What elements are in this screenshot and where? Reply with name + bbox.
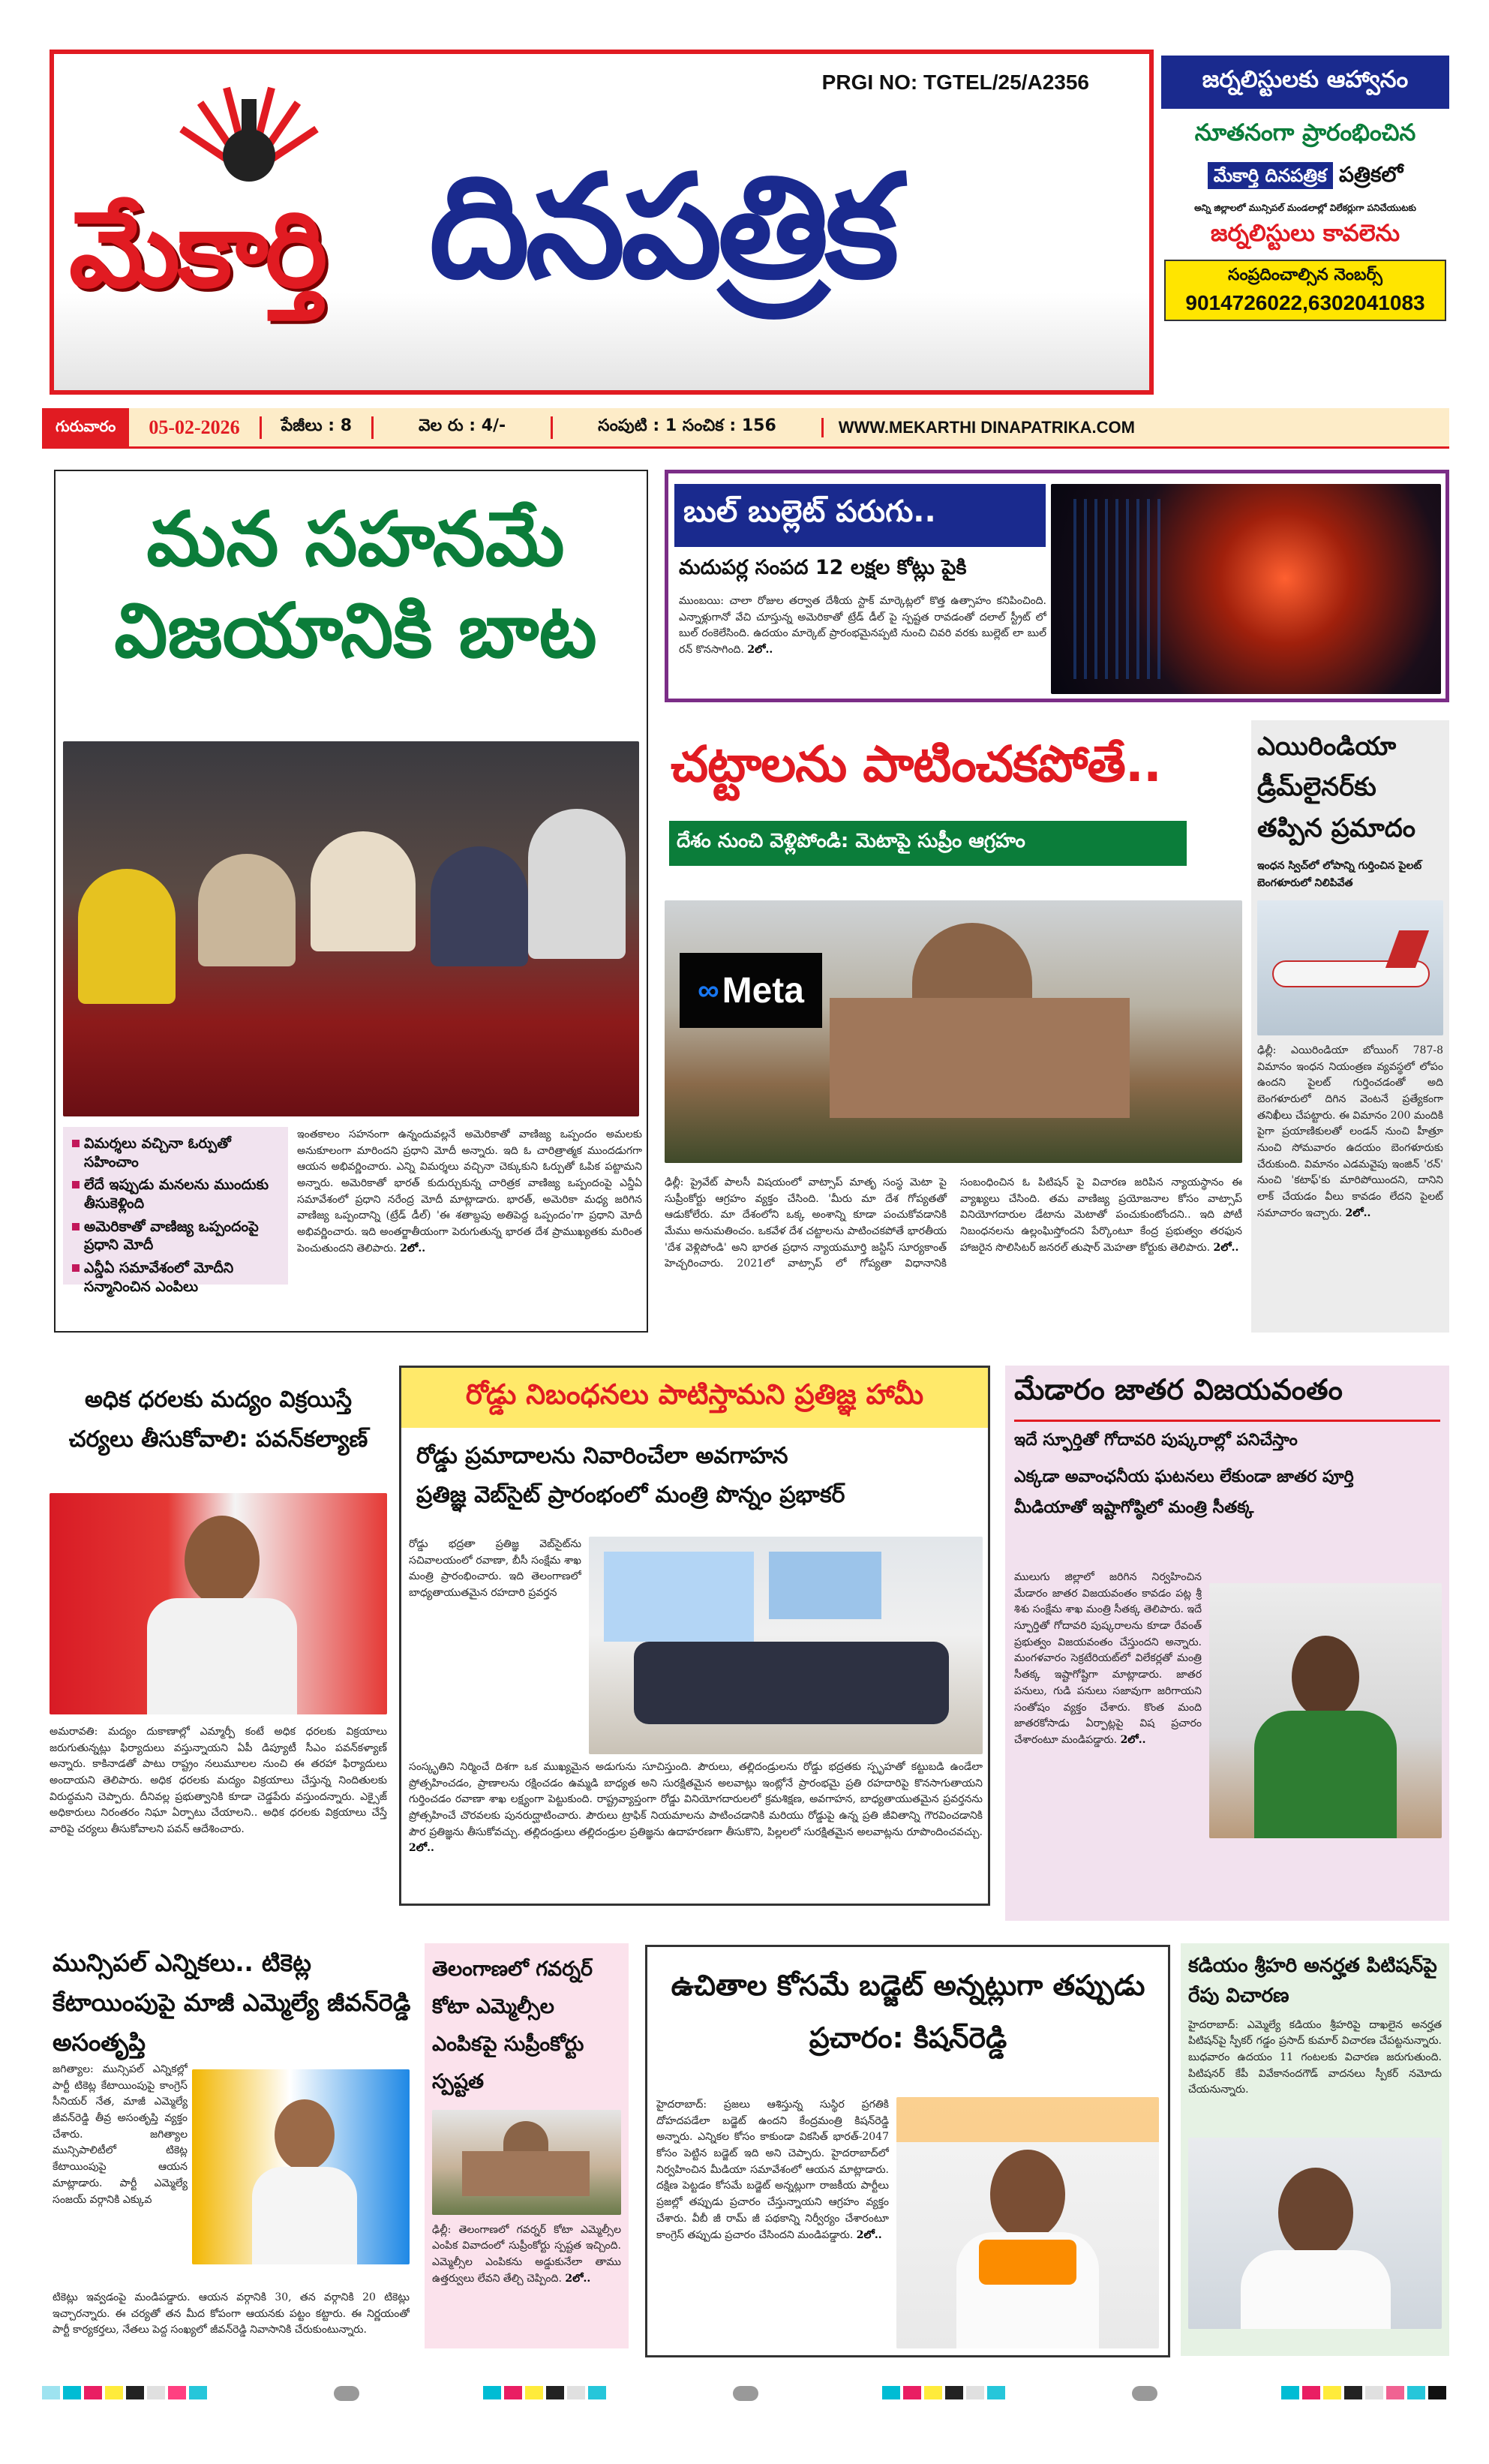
air-subhead: ఇంధన స్విచ్‌లో లోపాన్ని గుర్తించిన పైలట్ బెంగళూరులో నిలిపివేత bbox=[1257, 860, 1422, 889]
air-photo-plane bbox=[1257, 900, 1443, 1035]
road-photo-launch bbox=[589, 1537, 983, 1754]
lead-body: ఇంతకాలం సహనంగా ఉన్నందువల్లనే అమెరికాతో వాణిజ్య ఒప్పందం అమలకు అనుకూలంగా మారిందని ప్రధాని మోదీ అన్నారు. ఇది ఓ చారిత్రాత్మక ముందడుగగా ఆయన అభివర్ణించారు. ఎన్ని విమర్శలు వచ్చినా చెక్కుకుని ఓర్పుతో ఓపిక పట్టామని అన్నారు. అమెరికాతో భారత్ కుదుర్చుకున్న చారిత్రక వాణిజ్య ఒప్పందంపై ఎన్డీఏ సమావేశంలో ప్రధాని నరేంద్ర మోదీ మాట్లాడారు. భారత్, అమెరికా మధ్య జరిగిన వాణిజ్య ఒప్పందాన్ని (ట్రేడ్ డీల్) 'ఈ శతాబ్దపు అతిపెద్ద ఒప్పందం'గా ప్రధాని మోదీ అభివర్ణించారు. ఇది అంతర్జాతీయంగా పెరుగుతున్న భారత దేశ ప్రాముఖ్యతకు మరింత పెంచుతుందని తెలిపారు. 2లో.. bbox=[297, 1128, 642, 1255]
dateline-pages: పేజీలు : 8 bbox=[260, 416, 371, 439]
ad-contact-label: సంప్రదించాల్సిన నెంబర్స్ bbox=[1228, 266, 1382, 284]
meta-continued[interactable]: 2లో.. bbox=[1213, 1241, 1239, 1254]
kadiyam-photo bbox=[1188, 2138, 1442, 2329]
meta-subhead: దేశం నుంచి వెళ్లిపోండి: మెటాపై సుప్రీం ఆగ్రహం bbox=[669, 821, 1187, 866]
governor-headline: తెలంగాణలో గవర్నర్ కోటా ఎమ్మెల్సీల ఎంపికపై సుప్రీంకోర్టు స్పష్టత bbox=[432, 1958, 593, 2093]
air-body: ఢిల్లీ: ఎయిరిండియా బోయింగ్ 787-8 విమానం ఇంధన నియంత్రణ వ్యవస్థలో లోపం ఉందని పైలట్ గుర్తించడంతో అది బెంగళూరులో దిగిన వెంటనే ప్రత్యేకంగా తనిఖీలు చేపట్టారు. ఈ విమానం 200 మందికి పైగా ప్రయాణికులతో లండన్ నుంచి హీత్రూ నుంచి సోమవారం ఉదయం బెంగళూరుకు చేరుకుంది. విమానం ఎడమవైపు ఇంజిన్ 'రన్' నుంచి 'కటాఫ్'కు మారిపోయిందని, దానిని లాక్ చేయడం వీలు కావడం లేదని పైలట్ సమాచారం ఇచ్చారు. 2లో.. bbox=[1257, 1044, 1443, 1219]
color-bar bbox=[882, 2386, 1008, 2404]
lead-highlight: అమెరికాతో వాణిజ్య ఒప్పందంపై ప్రధాని మోదీ bbox=[72, 1218, 279, 1255]
municipal-headline: మున్సిపల్ ఎన్నికలు.. టికెట్ల కేటాయింపుపై మాజీ ఎమ్మెల్యే జీవన్‌రెడ్డి అసంతృప్తి bbox=[53, 1949, 411, 2057]
masthead bbox=[50, 50, 1154, 395]
dateline-website: WWW.MEKARTHI DINAPATRIKA.COM bbox=[821, 418, 1150, 437]
kadiyam-headline: కడియం శ్రీహరి అనర్హత పిటిషన్‌పై రేపు విచారణ bbox=[1188, 1955, 1437, 2008]
medaram-continued[interactable]: 2లో.. bbox=[1120, 1733, 1146, 1746]
ad-phones: 9014726022,6302041083 bbox=[1185, 291, 1425, 314]
crop-mark bbox=[334, 2386, 359, 2401]
kadiyam-body: హైదరాబాద్: ఎమ్మెల్యే కడియం శ్రీహరిపై దాఖలైన అనర్హత పిటిషన్‌పై స్పీకర్ గడ్డం ప్రసాద్ కుమార్ విచారణ చేపట్టనున్నారు. బుధవారం ఉదయం 11 గంటలకు విచారణ జరుగుతుంది. పిటిషనర్ కేపీ వివేకానందగౌడ్ వాదనలు స్పీకర్ నమోదు చేయనున్నారు. bbox=[1188, 2018, 1442, 2096]
ad-line4: జర్నలిస్టులు కావలెను bbox=[1210, 220, 1400, 247]
dateline-volume: సంపుటి : 1 సంచిక : 156 bbox=[551, 416, 821, 439]
budget-body: హైదరాబాద్: ప్రజలు ఆశిస్తున్న సుస్థిర ప్రగతికి దోహదపడేలా బడ్జెట్ ఉందని కేంద్రమంత్రి కిషన్‌రెడ్డి అన్నారు. ఎన్నికల కోసం కాకుండా వికసిత్ భారత్-2047 కోసం పెట్టిన బడ్జెట్ ఇది అని చెప్పారు. హైదరాబాద్‌లో నిర్వహించిన మీడియా సమావేశంలో ఆయన మాట్లాడారు. దక్షిణ పెట్టడం కోసమే బడ్జెట్ అన్నట్లుగా రాజకీయ పార్టీలు ప్రజల్లో తప్పుడు ప్రచారం చేస్తున్నాయని ఆగ్రహం వ్యక్తం చేశారు. వీబీ జీ రామ్ జీ పథకాన్ని నిర్వీర్యం చేశారంటూ కాంగ్రెస్ తప్పుడు ప్రచారం చేసిందని మండిపడ్డారు. 2లో.. bbox=[656, 2099, 889, 2241]
bull-subhead: మదుపర్ల సంపద 12 లక్షల కోట్లు పైకి bbox=[679, 556, 967, 579]
meta-infinity-icon: ∞ bbox=[698, 973, 719, 1007]
medaram-subhead3: మీడియాతో ఇష్టాగోష్ఠిలో మంత్రి సీతక్క bbox=[1014, 1498, 1254, 1517]
ad-line2: పత్రికలో bbox=[1339, 162, 1403, 187]
lead-highlight: ఎన్డీఏ సమావేశంలో మోదీని సన్మానించిన ఎంపిలు bbox=[72, 1259, 279, 1296]
bull-photo bbox=[1051, 484, 1441, 694]
road-subhead2: ప్రతిజ్ఞ వెబ్‌సైట్ ప్రారంభంలో మంత్రి పొన్నం ప్రభాకర్ bbox=[416, 1482, 845, 1508]
road-subhead1: రోడ్డు ప్రమాదాలను నివారించేలా అవగాహన bbox=[416, 1443, 788, 1469]
bull-continued[interactable]: 2లో.. bbox=[747, 644, 773, 657]
municipal-body-bottom: టికెట్లు ఇవ్వడంపై మండిపడ్డారు. ఆయన వర్గానికి 30, తన వర్గానికి 20 టికెట్లు ఇచ్చారన్నారు. ఈ చర్యతో తన మీద కోపంగా ఆయనకు పట్టం కట్టారు. ఈ నిర్ణయంతో పార్టీ కార్యకర్తలు, నేతలు పెద్ద సంఖ్యలో జీవన్‌రెడ్డి నివాసానికి చేరుకుంటున్నారు. bbox=[53, 2291, 410, 2336]
meta-body: ఢిల్లీ: ప్రైవేట్ పాలసీ విషయంలో వాట్సాప్ మాతృ సంస్థ మెటా పై సుప్రీంకోర్టు ఆగ్రహం వ్యక్తం చేసింది. 'మీరు మా దేశ గోప్యతతో ఆడుకోలేరు. మా దేశంలోని ఒక్క అంశాన్ని కూడా పంచుకోవడానికి మేము అనుమతించం. ఒకవేళ దేశ చట్టాలను పాటించకపోతే భారతీయ 'దేశ వెళ్లిపోండి' అని భారత ప్రధాన న్యాయమూర్తి జస్టిస్ సూర్యకాంత్ హెచ్చరించారు. 2021లో వాట్సాప్ లో గోప్యతా విధానానికి సంబంధించిన ఓ పిటిషన్ పై విచారణ జరిపిన న్యాయస్థానం ఈ వ్యాఖ్యలు చేసింది. తమ వాణిజ్య ప్రయోజనాల కోసం వాట్సాప్ వినియోగదారుల డేటాను మెటాతో పంచుకుంటోందని.. ఇది పోటీ నిబంధనలను ఉల్లంఘిస్తోందని పేర్కొంటూ కేంద్ర ప్రభుత్వం తరఫున హాజరైన సొలిసిటర్ జనరల్ తుషార్ మెహతా కోర్టుకు తెలిపారు. 2లో.. bbox=[665, 1176, 1242, 1270]
color-bar bbox=[42, 2386, 210, 2404]
medaram-subhead1: ఇదే స్ఫూర్తితో గోదావరి పుష్కరాల్లో పనిచేస్తాం bbox=[1014, 1431, 1298, 1450]
color-bar bbox=[483, 2386, 609, 2404]
road-body-left: రోడ్డు భద్రతా ప్రతిజ్ఞ వెబ్‌సైట్‌ను సచివాలయంలో రవాణా, బీసీ సంక్షేమ శాఖ మంత్రి ప్రారంభించారు. ఇది తెలంగాణలో బాధ్యతాయుతమైన రహదారి ప్రవర్తన bbox=[409, 1538, 581, 1600]
road-headline: రోడ్డు నిబంధనలు పాటిస్తామని ప్రతిజ్ఞ హామీ bbox=[401, 1368, 988, 1428]
paper-name-part2: దినపత్రిక bbox=[429, 144, 895, 310]
bull-body: ముంబయి: చాలా రోజుల తర్వాత దేశీయ స్టాక్ మార్కెట్లలో కొత్త ఉత్సాహం కనిపించింది. ఎన్నాళ్లుగానో వేచి చూస్తున్న అమెరికాతో ట్రేడ్ డీల్ పై స్పష్టత రావడంతో దలాల్ స్ట్రీట్ లో బుల్ రంకెలేసింది. ఉదయం మార్కెట్ ప్రారంభమైనప్పటి నుంచి చివరి వరకు బుల్లెట్ లా బుల్ రన్ కొనసాగింది. 2లో.. bbox=[679, 595, 1046, 657]
medaram-photo-seethakka bbox=[1209, 1583, 1442, 1838]
municipal-photo-jeevanreddy bbox=[192, 2069, 410, 2264]
crop-mark bbox=[1132, 2386, 1157, 2401]
lead-highlights bbox=[63, 1127, 288, 1295]
liquor-photo-pawan bbox=[50, 1493, 387, 1714]
ad-contact-box bbox=[1164, 260, 1446, 321]
kadiyam-story bbox=[1181, 1943, 1449, 2356]
governor-continued[interactable]: 2లో.. bbox=[565, 2272, 591, 2285]
ad-title: జర్నలిస్టులకు ఆహ్వానం bbox=[1161, 56, 1449, 109]
bull-story bbox=[665, 470, 1449, 702]
governor-photo-court bbox=[432, 2110, 621, 2215]
lead-headline: మన సహనమే విజయానికి బాట bbox=[114, 495, 597, 675]
governor-story bbox=[425, 1943, 629, 2348]
dateline-price: వెల రు : 4/- bbox=[371, 416, 551, 439]
recruitment-ad bbox=[1161, 50, 1449, 395]
airindia-story bbox=[1251, 720, 1449, 1333]
bull-headline: బుల్ బుల్లెట్ పరుగు.. bbox=[674, 484, 1046, 547]
ad-paper-name: మేకార్తి దినపత్రిక bbox=[1208, 162, 1333, 189]
lead-highlight: విమర్శలు వచ్చినా ఓర్పుతో సహించాం bbox=[72, 1134, 279, 1171]
budget-continued[interactable]: 2లో.. bbox=[856, 2228, 882, 2241]
crop-mark bbox=[733, 2386, 758, 2401]
lead-photo-modi bbox=[63, 741, 639, 1116]
road-body-bottom: సంస్కృతిని నిర్మించే దిశగా ఒక ముఖ్యమైన అడుగును సూచిస్తుంది. పౌరులు, తల్లిదండ్రులను రోడ్డు భద్రతకు స్పృహతో కట్టుబడి ఉండేలా ప్రోత్సహించడం, ప్రాణాలను రక్షించడం ఉమ్మడి బాధ్యత అని సురక్షితమైన అలవాట్లు ఇంట్లోనే ప్రారంభమై ప్రతి రహదారిపై కొనసాగుతాయని గుర్తించడం రవాణా శాఖ లక్ష్యంగా పెట్టుకుంది. రాష్ట్రవ్యాప్తంగా రోడ్డు వినియోగదారులలో క్రమశిక్షణ, అవగాహన, బాధ్యతాయుతమైన ప్రవర్తనను ప్రోత్సహించే చొరవలకు పునరుద్ఘాటించారు. పౌరులు ట్రాఫిక్ నియమాలను పాటించడానికి మరియు రోడ్డుపై ఉన్న ప్రతి జీవితాన్ని గౌరవించడానికి పౌర ప్రతిజ్ఞను తీసుకోవచ్చు. తల్లిదండ్రులు తల్లిదండ్రుల ప్రతిజ్ఞను ఉదాహరణగా తీసుకొని, పిల్లలలో సురక్షితమైన అలవాట్లను రూపొందించవచ్చు. 2లో.. bbox=[409, 1761, 983, 1855]
road-story bbox=[399, 1366, 990, 1906]
municipal-body-left: జగిత్యాల: మున్సిపల్ ఎన్నికల్లో పార్టీ టికెట్ల కేటాయింపుపై కాంగ్రెస్ సీనియర్ నేత, మాజీ ఎమ్మెల్యే జీవన్‌రెడ్డి తీవ్ర అసంతృప్తి వ్యక్తం చేశారు. జగిత్యాల మున్సిపాలిటీలో టికెట్ల కేటాయింపుపై ఆయన మాట్లాడారు. పార్టీ ఎమ్మెల్యే సంజయ్ వర్గానికి ఎక్కువ bbox=[53, 2063, 188, 2206]
medaram-story bbox=[1005, 1366, 1449, 1921]
medaram-subhead2: ఎక్కడా అవాంఛనీయ ఘటనలు లేకుండా జాతర పూర్తి bbox=[1014, 1468, 1354, 1486]
medaram-headline: మేడారం జాతర విజయవంతం bbox=[1014, 1373, 1440, 1422]
meta-headline: చట్టాలను పాటించకపోతే.. bbox=[671, 735, 1161, 793]
liquor-headline: అధిక ధరలకు మద్యం విక్రయిస్తే చర్యలు తీసుకోవాలి: పవన్‌కల్యాణ్ bbox=[68, 1387, 368, 1453]
dateline-bar bbox=[42, 408, 1449, 449]
color-bar bbox=[1281, 2386, 1449, 2404]
lead-story bbox=[54, 470, 648, 1333]
paper-name-part1: మేకార్తి bbox=[69, 189, 325, 311]
ad-line3: అన్ని జిల్లాలలో మున్సిపల్ మండలాల్లో విలేకర్లుగా పనిచేయుటకు bbox=[1194, 203, 1416, 213]
ad-line1: నూతనంగా ప్రారంభించిన bbox=[1194, 119, 1416, 146]
lead-highlight: లేదే ఇప్పుడు మనలను ముందుకు తీసుకెళ్లింది bbox=[72, 1176, 279, 1212]
prgi-number: PRGI NO: TGTEL/25/A2356 bbox=[821, 71, 1089, 94]
budget-photo-kishanreddy bbox=[896, 2097, 1159, 2348]
registration-marks bbox=[42, 2386, 1449, 2404]
municipal-story bbox=[42, 1936, 417, 2371]
governor-body: ఢిల్లీ: తెలంగాణలో గవర్నర్ కోటా ఎమ్మెల్సీల ఎంపిక వివాదంలో సుప్రీంకోర్టు స్పష్టత ఇచ్చింది. ఎమ్మెల్సీల ఎంపికను అడ్డుకునేలా తాము ఉత్తర్వులు లేవని తేల్చి చెప్పింది. 2లో.. bbox=[432, 2223, 621, 2285]
dateline-day: గురువారం bbox=[42, 408, 129, 446]
meta-logo: ∞ Meta bbox=[680, 953, 822, 1028]
dateline-date: 05-02-2026 bbox=[149, 416, 240, 438]
meta-story bbox=[665, 720, 1242, 1333]
air-continued[interactable]: 2లో.. bbox=[1345, 1206, 1371, 1219]
budget-headline: ఉచితాల కోసమే బడ్జెట్ అన్నట్లుగా తప్పుడు ప్రచారం: కిషన్‌రెడ్డి bbox=[671, 1969, 1145, 2055]
meta-photo-supreme-court bbox=[665, 900, 1242, 1163]
road-continued[interactable]: 2లో.. bbox=[409, 1842, 434, 1855]
logo-fist-icon bbox=[167, 84, 332, 182]
air-headline: ఎయిరిండియా డ్రీమ్‌లైనర్‌కు తప్పిన ప్రమాదం bbox=[1257, 732, 1415, 843]
lead-continued[interactable]: 2లో.. bbox=[400, 1242, 426, 1255]
liquor-story bbox=[42, 1366, 395, 1895]
liquor-body: అమరావతి: మద్యం దుకాణాల్లో ఎమ్మార్పీ కంటే అధిక ధరలకు విక్రయాలు జరుగుతున్నట్లు ఫిర్యాదులు వస్తున్నాయని ఏపీ డిప్యూటీ సీఎం పవన్‌కళ్యాణ్ అన్నారు. కాకినాడతో పాటు రాష్ట్రం నలుమూలల నుంచి ఈ తరహా ఫిర్యాదులు అందాయని తెలిపారు. అధిక ధరలకు మద్యం విక్రయాలు చేస్తున్న నిందితులకు విరుద్ధమని చెప్పారు. దీనివల్ల ప్రభుత్వానికి కూడా చెడ్డపేరు వస్తుందన్నారు. ఎక్సైజ్ అధికారులు నిరంతరం నిఘా ఏర్పాటు చేయాలని.. అధిక ధరలకు విక్రయాలు చేస్తే వారిపై చర్యలు తీసుకోవాలని పవన్ ఆదేశించారు. bbox=[50, 1726, 387, 1836]
medaram-body: ములుగు జిల్లాలో జరిగిన నిర్వహించిన మేడారం జాతర విజయవంతం కావడం పట్ల శ్రీ శిశు సంక్షేమ శాఖ మంత్రి సీతక్క తెలిపారు. ఇదే స్ఫూర్తితో గోదావరి పుష్కరాలను కూడా రేవంత్ ప్రభుత్వం విజయవంతం చేస్తుందని అన్నారు. మంగళవారం సెక్రటేరియట్‌లో విలేకర్లతో మంత్రి సీతక్క ఇష్టాగోష్టిగా మాట్లాడారు. జాతర పనులు, గుడి పనులు సజావుగా జరిగాయని సంతోషం వ్యక్తం చేశారు. కొంత మంది జాతరకోసాడు ఏర్పాట్లపై విష ప్రచారం చేశారంటూ మండిపడ్డారు. 2లో.. bbox=[1014, 1571, 1202, 1746]
budget-story bbox=[645, 1945, 1170, 2357]
